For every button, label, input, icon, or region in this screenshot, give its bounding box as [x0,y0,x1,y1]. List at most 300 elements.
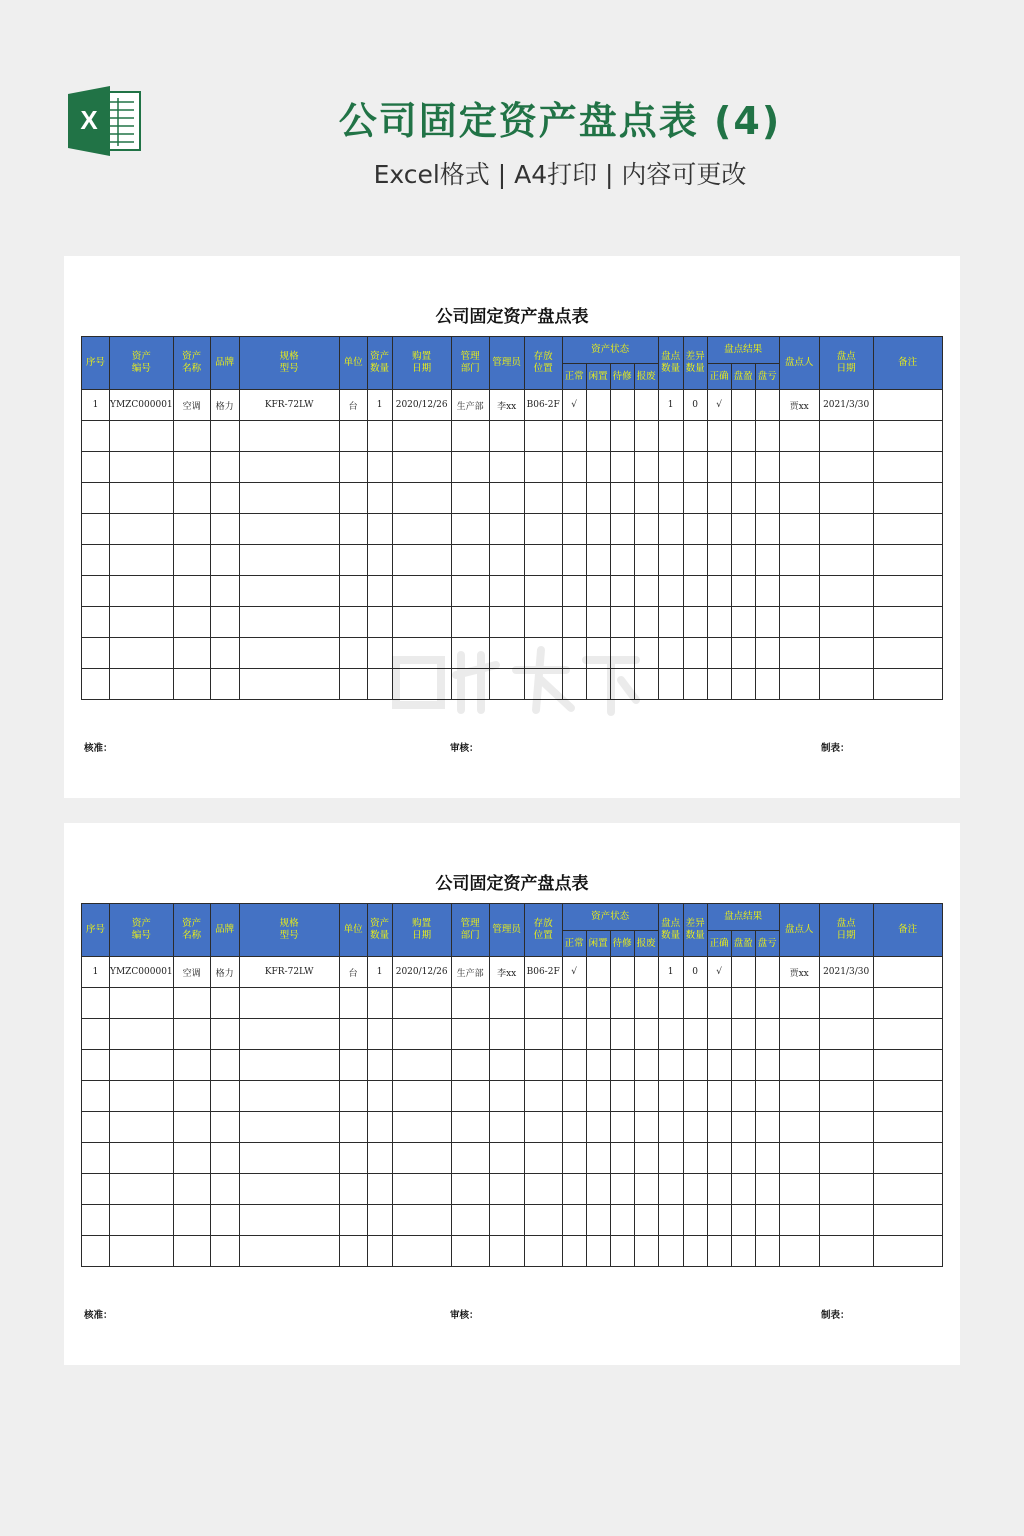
header-status-item: 报废 [634,931,658,957]
table-cell [392,988,451,1019]
table-cell [367,545,392,576]
table-cell [367,514,392,545]
table-cell [82,483,110,514]
empty-table-row [82,669,943,700]
table-cell [755,957,779,988]
table-cell [779,452,819,483]
table-cell [634,421,658,452]
table-cell [731,390,755,421]
table-cell: 生产部 [451,957,489,988]
table-cell [110,988,174,1019]
table-cell [110,607,174,638]
table-cell: 李xx [489,957,524,988]
table-cell [239,988,339,1019]
table-cell [489,421,524,452]
table-cell [562,483,586,514]
table-cell [610,1236,634,1267]
table-cell [755,607,779,638]
table-cell [586,988,610,1019]
table-cell [489,514,524,545]
header-count-date: 盘点 日期 [819,904,873,957]
table-cell [451,669,489,700]
table-cell [110,669,174,700]
table-cell [173,669,210,700]
table-cell [731,1050,755,1081]
table-cell [82,1143,110,1174]
table-cell [658,1143,683,1174]
table-cell [562,452,586,483]
header-note: 备注 [873,337,942,390]
table-cell [339,988,367,1019]
table-cell [731,1143,755,1174]
table-cell [82,1050,110,1081]
table-cell [586,1174,610,1205]
table-cell [658,514,683,545]
empty-table-row [82,452,943,483]
table-cell [819,1112,873,1143]
table-cell: B06-2F [524,390,562,421]
header-count-qty: 盘点 数量 [658,904,683,957]
table-cell [524,607,562,638]
excel-logo-icon [66,86,142,156]
table-cell [82,669,110,700]
table-cell [239,483,339,514]
table-cell [658,421,683,452]
table-cell [367,638,392,669]
table-cell [489,1081,524,1112]
table-cell [82,1081,110,1112]
table-cell [210,1050,239,1081]
table-cell [210,638,239,669]
header-status-item: 报废 [634,364,658,390]
table-cell [82,607,110,638]
table-cell [634,1112,658,1143]
table-cell [173,1050,210,1081]
table-cell [819,576,873,607]
header-unit: 单位 [339,337,367,390]
table-cell [339,1050,367,1081]
table-cell [173,1081,210,1112]
table-cell [634,483,658,514]
table-cell [634,1236,658,1267]
sheet-title: 公司固定资产盘点表 [435,307,589,327]
table-cell [489,1205,524,1236]
table-cell [110,1019,174,1050]
table-cell [683,421,707,452]
table-cell [634,1081,658,1112]
table-cell [634,1143,658,1174]
table-cell [873,1236,942,1267]
table-cell [524,1019,562,1050]
table-cell [731,638,755,669]
table-cell [658,1081,683,1112]
table-cell [367,483,392,514]
table-cell: KFR-72LW [239,957,339,988]
table-cell [239,638,339,669]
table-cell [779,514,819,545]
table-cell [339,669,367,700]
page-title: 公司固定资产盘点表 (4) [338,99,782,143]
header-result-item: 盘盈 [731,931,755,957]
header-seq: 序号 [82,337,110,390]
table-cell: 0 [683,957,707,988]
table-cell: 1 [367,390,392,421]
table-cell [392,1236,451,1267]
table-cell [586,576,610,607]
table-cell [658,483,683,514]
table-cell [819,1050,873,1081]
table-cell [586,514,610,545]
table-cell [451,1019,489,1050]
table-cell [586,421,610,452]
table-cell [610,483,634,514]
table-cell [658,452,683,483]
empty-table-row [82,1081,943,1112]
table-cell [524,988,562,1019]
table-cell [392,607,451,638]
table-cell [173,1236,210,1267]
table-cell [210,1112,239,1143]
table-cell [239,1112,339,1143]
header-brand: 品牌 [210,337,239,390]
header-unit: 单位 [339,904,367,957]
table-cell [562,1019,586,1050]
table-cell [489,483,524,514]
table-cell [210,421,239,452]
table-cell: 生产部 [451,390,489,421]
table-cell [367,576,392,607]
table-cell [683,483,707,514]
table-cell [634,545,658,576]
table-cell [339,1081,367,1112]
sheet-page-1 [64,256,960,798]
table-cell [779,1050,819,1081]
table-cell [451,1143,489,1174]
table-cell [451,988,489,1019]
table-cell [586,545,610,576]
table-cell [819,607,873,638]
table-cell [489,1112,524,1143]
table-cell [731,1081,755,1112]
table-cell [634,390,658,421]
table-cell [755,1019,779,1050]
table-cell [755,638,779,669]
table-cell [489,1050,524,1081]
empty-table-row [82,576,943,607]
header-status-item: 闲置 [586,931,610,957]
table-cell [755,1143,779,1174]
table-cell [392,1019,451,1050]
empty-table-row [82,483,943,514]
table-cell [451,483,489,514]
table-cell [489,576,524,607]
table-cell [658,1236,683,1267]
table-cell [392,545,451,576]
table-cell [451,1174,489,1205]
header-location: 存放 位置 [524,337,562,390]
table-cell [873,1050,942,1081]
table-cell [610,421,634,452]
table-cell [562,1050,586,1081]
table-cell [731,1174,755,1205]
table-cell [873,390,942,421]
table-cell [110,1112,174,1143]
table-cell [239,452,339,483]
table-cell [683,1112,707,1143]
table-cell [239,576,339,607]
table-cell [82,514,110,545]
table-cell [173,545,210,576]
table-cell [873,607,942,638]
table-cell [339,1236,367,1267]
table-cell [707,1081,731,1112]
table-cell [755,1174,779,1205]
table-cell [562,421,586,452]
table-cell: 空调 [173,957,210,988]
table-cell [634,452,658,483]
table-cell: YMZC000001 [110,390,174,421]
inventory-table [81,336,943,700]
table-cell [239,1236,339,1267]
table-cell [610,1143,634,1174]
table-cell [873,483,942,514]
table-cell [524,545,562,576]
table-cell [873,957,942,988]
table-cell [451,1205,489,1236]
table-cell [586,1019,610,1050]
table-cell [239,1143,339,1174]
table-cell [82,576,110,607]
table-cell [819,1081,873,1112]
table-cell [489,1019,524,1050]
table-cell [489,607,524,638]
table-cell [110,1205,174,1236]
table-cell [82,545,110,576]
table-cell [562,669,586,700]
table-cell [707,1112,731,1143]
table-cell: 台 [339,390,367,421]
table-cell [683,576,707,607]
empty-table-row [82,1236,943,1267]
header-status-item: 闲置 [586,364,610,390]
header-result-item: 盘亏 [755,931,779,957]
header-result-item: 盘盈 [731,364,755,390]
table-cell [586,1205,610,1236]
header-status-item: 待修 [610,364,634,390]
table-cell [524,452,562,483]
table-cell [731,514,755,545]
table-cell [755,483,779,514]
table-cell [392,638,451,669]
inventory-table [81,903,943,1267]
table-cell [731,545,755,576]
footer-prepared: 制表： [821,1310,850,1321]
table-cell [451,452,489,483]
table-cell [779,607,819,638]
empty-table-row [82,607,943,638]
table-cell [239,1174,339,1205]
table-cell [707,514,731,545]
empty-table-row [82,1205,943,1236]
table-cell [392,1205,451,1236]
table-cell [779,545,819,576]
table-cell [173,452,210,483]
empty-table-row [82,1019,943,1050]
table-cell [524,576,562,607]
table-cell [683,514,707,545]
table-cell [210,988,239,1019]
table-cell: √ [562,957,586,988]
table-cell [731,576,755,607]
table-cell [82,988,110,1019]
table-cell [392,1081,451,1112]
table-cell [683,607,707,638]
empty-table-row [82,545,943,576]
table-cell [210,514,239,545]
table-cell: 1 [658,390,683,421]
header-manager: 管理员 [489,337,524,390]
table-cell [634,514,658,545]
table-cell [610,957,634,988]
table-cell [451,1112,489,1143]
table-cell [610,514,634,545]
table-cell [367,1205,392,1236]
table-cell [392,1050,451,1081]
table-cell [610,638,634,669]
table-cell [819,452,873,483]
table-cell [731,957,755,988]
table-cell [173,607,210,638]
table-cell [755,545,779,576]
table-cell [367,1019,392,1050]
table-cell [82,452,110,483]
table-cell: 2020/12/26 [392,390,451,421]
table-cell [339,1112,367,1143]
table-cell [110,545,174,576]
table-cell [658,1050,683,1081]
table-cell [634,1205,658,1236]
page-header [0,0,1024,220]
table-row [82,390,943,421]
table-cell [586,1112,610,1143]
table-cell [634,988,658,1019]
header-manager: 管理员 [489,904,524,957]
table-cell [451,576,489,607]
table-cell [731,669,755,700]
table-cell: 1 [82,957,110,988]
table-cell [82,1019,110,1050]
table-cell [707,1143,731,1174]
table-cell [873,988,942,1019]
header-asset-code: 资产 编号 [110,337,174,390]
table-row [82,957,943,988]
table-cell [173,514,210,545]
table-cell [873,1205,942,1236]
table-cell [586,390,610,421]
table-cell [173,483,210,514]
header-asset-qty: 资产 数量 [367,337,392,390]
table-cell [451,638,489,669]
table-cell [873,638,942,669]
table-cell [173,1112,210,1143]
table-cell [634,638,658,669]
table-cell [173,1143,210,1174]
table-cell [392,1143,451,1174]
table-cell [367,669,392,700]
table-cell [755,1050,779,1081]
table-cell [239,514,339,545]
table-cell [110,483,174,514]
header-seq: 序号 [82,904,110,957]
table-cell [683,988,707,1019]
header-asset-code: 资产 编号 [110,904,174,957]
header-count-date: 盘点 日期 [819,337,873,390]
table-cell [819,514,873,545]
table-cell [339,421,367,452]
table-cell [489,988,524,1019]
table-cell: 1 [82,390,110,421]
table-cell [610,1019,634,1050]
table-cell [339,576,367,607]
empty-table-row [82,988,943,1019]
table-cell [562,1143,586,1174]
table-cell [634,1050,658,1081]
table-cell [819,669,873,700]
header-spec: 规格 型号 [239,337,339,390]
table-cell [755,514,779,545]
table-cell [489,1174,524,1205]
table-cell [82,1174,110,1205]
table-cell [658,576,683,607]
table-cell [610,1112,634,1143]
table-cell [586,669,610,700]
table-cell [524,669,562,700]
table-cell [451,607,489,638]
table-cell [392,576,451,607]
table-cell [367,1174,392,1205]
table-cell [731,1019,755,1050]
table-cell [392,669,451,700]
table-cell [524,483,562,514]
table-cell [634,1174,658,1205]
table-cell [524,1143,562,1174]
table-cell [524,1081,562,1112]
footer-approve: 核准： [84,1310,113,1321]
empty-table-row [82,1050,943,1081]
table-cell [392,1112,451,1143]
table-cell: 李xx [489,390,524,421]
table-cell [367,1236,392,1267]
table-cell [524,1174,562,1205]
table-cell [367,988,392,1019]
table-cell [819,1019,873,1050]
table-cell [210,607,239,638]
table-cell [683,1205,707,1236]
table-cell: 2021/3/30 [819,957,873,988]
table-cell [873,1174,942,1205]
table-cell [683,545,707,576]
table-cell [610,1081,634,1112]
table-cell [610,1205,634,1236]
header-result-item: 盘亏 [755,364,779,390]
table-cell [873,1081,942,1112]
table-cell: 格力 [210,957,239,988]
table-cell [239,545,339,576]
footer-prepared: 制表： [821,743,850,754]
table-cell [731,1205,755,1236]
table-cell [755,421,779,452]
table-cell [755,1205,779,1236]
